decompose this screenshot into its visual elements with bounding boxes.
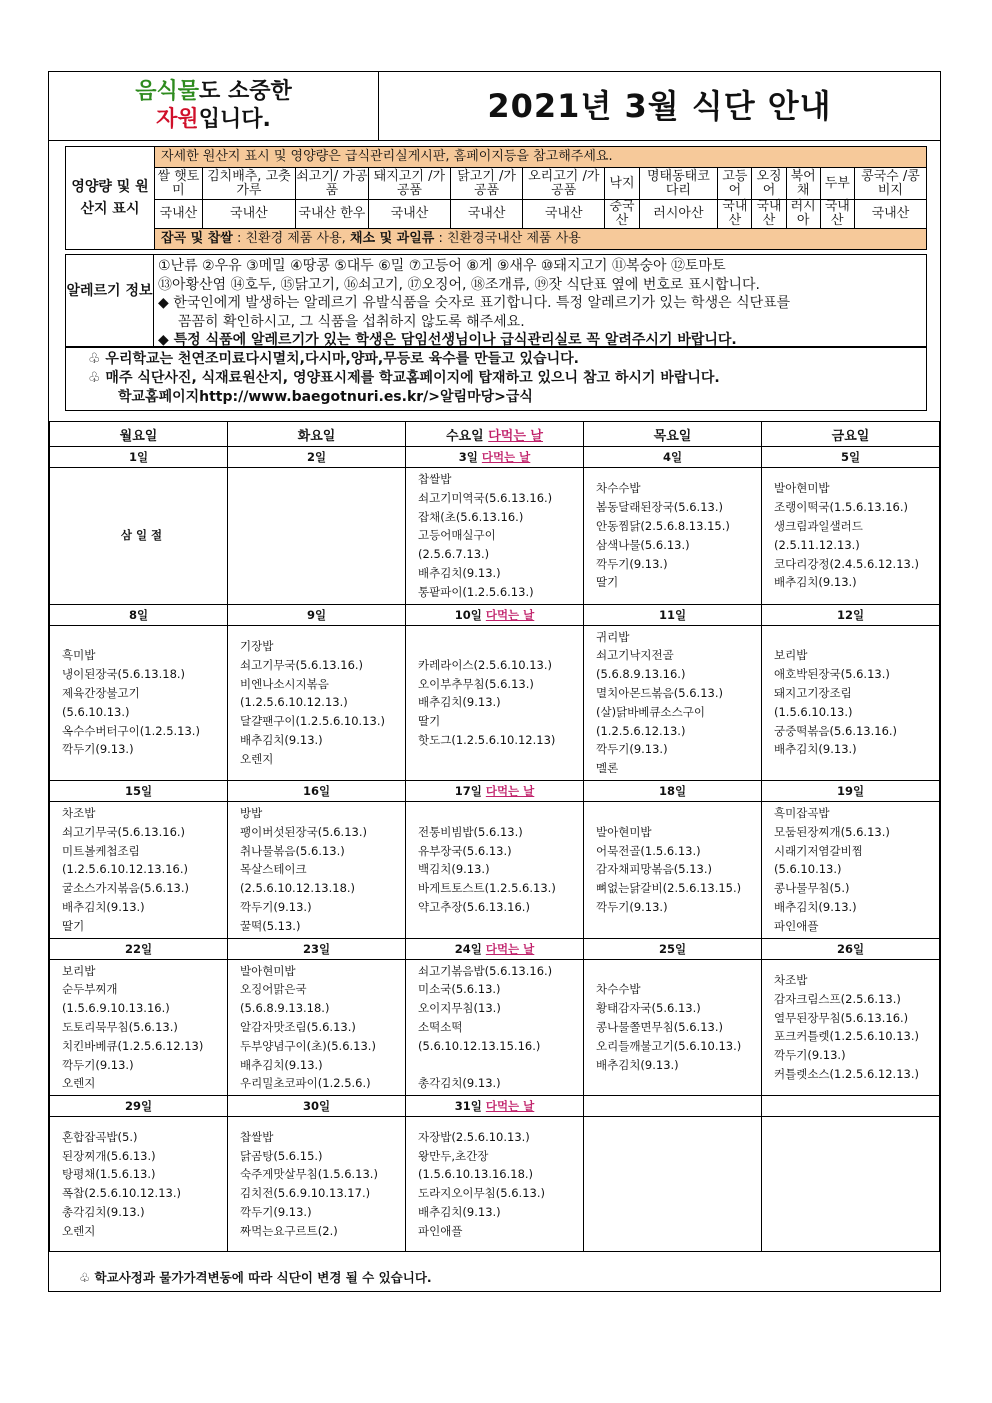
- menu-item: 안동찜닭(2.5.6.8.13.15.): [596, 518, 730, 533]
- menu-cell: [762, 468, 940, 605]
- menu-item: 발아현미밥: [596, 824, 652, 839]
- menu-item: 배추김치(9.13.): [240, 732, 323, 747]
- menu-item: 핫도그(1.2.5.6.10.12.13): [418, 732, 556, 747]
- day-number: [584, 447, 762, 468]
- menu-item: 깍두기(9.13.): [596, 899, 668, 914]
- origin-country: 국내산: [854, 200, 926, 229]
- slogan-green: 음식물: [135, 79, 200, 104]
- menu-item: 유부장국(5.6.13.): [418, 843, 512, 858]
- menu-item: 배추김치(9.13.): [240, 1057, 323, 1072]
- menu-item: 총각김치(9.13.): [62, 1204, 145, 1219]
- menu-item: 멜론: [596, 761, 619, 776]
- menu-item: 목살스테이크: [240, 862, 307, 877]
- slogan-text-2: 입니다.: [198, 107, 271, 132]
- day-label: 22일: [124, 941, 153, 956]
- origin-country: 국내산: [718, 200, 752, 229]
- day-number: [50, 1096, 228, 1117]
- day-label: 4일: [662, 450, 683, 464]
- weekday-row: [50, 422, 940, 447]
- day-label: 24일: [454, 941, 482, 956]
- menu-item: 발아현미밥: [240, 963, 296, 978]
- day-label: 16일: [302, 783, 331, 798]
- menu-item: 고등어매실구이: [418, 528, 496, 543]
- origin-country: 러시아산: [639, 200, 718, 229]
- origin-country: 러시아: [786, 200, 820, 229]
- menu-item: 쇠고기미역국(5.6.13.16.): [418, 490, 553, 505]
- notice-box: [65, 347, 927, 411]
- menu-cell: [584, 801, 762, 938]
- allergy-line: ◆ 특정 식품에 알레르기가 있는 학생은 담임선생님이나 급식관리실로 꼭 알려주시기 바랍니다.: [158, 332, 737, 348]
- menu-item: 찹쌀밥: [418, 472, 452, 486]
- menu-item: (2.5.6.7.13.): [418, 547, 490, 562]
- menu-cell: [228, 625, 406, 780]
- menu-item: 소떡소떡: [418, 1019, 463, 1034]
- menu-item: 방밥: [240, 805, 263, 820]
- day-label: 17일: [454, 783, 482, 798]
- weekday-header: [406, 422, 584, 447]
- menu-item: (1.5.6.9.10.13.16.): [62, 1001, 170, 1016]
- origin-item: 콩국수 /콩비지: [854, 168, 926, 200]
- menu-cell: [228, 959, 406, 1096]
- menu-item: 차수수밥: [596, 982, 641, 997]
- day-number: [584, 604, 762, 625]
- menu-item: 미소국(5.6.13.): [418, 982, 501, 997]
- allergy-line: 꼼꼼히 확인하시고, 그 식품을 섭취하지 않도록 해주세요.: [178, 313, 525, 330]
- origin-country: 국내산: [368, 200, 450, 229]
- menu-item: 기장밥: [240, 638, 274, 653]
- weekday-label: 월요일: [119, 428, 158, 444]
- menu-item: 팽이버섯된장국(5.6.13.): [240, 824, 367, 839]
- menu-item: 전통비빔밥(5.6.13.): [418, 824, 523, 839]
- menu-item: (5.6.10.12.13.15.16.): [418, 1038, 541, 1053]
- menu-item: 자장밥(2.5.6.10.13.): [418, 1129, 530, 1144]
- menu-cell: [228, 468, 406, 605]
- origin-item: 명태동태코 다리: [639, 168, 718, 200]
- menu-cell: [762, 625, 940, 780]
- menu-cell: [584, 625, 762, 780]
- menu-item: 치킨바베큐(1.2.5.6.12.13): [62, 1038, 204, 1053]
- menu-item: (1.5.6.10.13.): [774, 704, 853, 719]
- day-number: [406, 604, 584, 625]
- menu-item: 깍두기(9.13.): [62, 1057, 134, 1072]
- menu-item: 커틀렛소스(1.2.5.6.12.13.): [774, 1066, 919, 1081]
- menu-cell: [762, 959, 940, 1096]
- menu-item: 배추김치(9.13.): [774, 899, 857, 914]
- menu-item: 배추김치(9.13.): [418, 565, 501, 580]
- origin-footer-b-text: : 친환경국내산 제품 사용: [434, 231, 581, 246]
- day-row: [50, 447, 940, 468]
- menu-item: 보리밥: [774, 648, 808, 663]
- menu-item: 굴소스가지볶음(5.6.13.): [62, 881, 189, 896]
- allergy-line: ◆ 한국인에게 발생하는 알레르기 유발식품을 숫자로 표기합니다. 특정 알레르기가 있는 학생은 식단표를: [158, 295, 791, 311]
- origin-footer-b-bold: 채소 및 과일류: [349, 231, 435, 246]
- menu-item: (5.6.10.13.): [62, 704, 130, 719]
- day-number: [228, 604, 406, 625]
- notice-line: ♧ 매주 식단사진, 식재료원산지, 영양표시제를 학교홈페이지에 탑재하고 있으니 참고 하시기 바랍니다.: [88, 370, 720, 386]
- menu-item: 발아현미밥: [774, 481, 830, 496]
- origin-item: 낙지: [605, 168, 639, 200]
- origin-country: 국내산 한우: [295, 200, 368, 229]
- menu-item: 배추김치(9.13.): [418, 1204, 501, 1219]
- menu-item: 혼합잡곡밥(5.): [62, 1129, 138, 1144]
- day-label: 29일: [124, 1099, 153, 1114]
- origin-item: 두부: [820, 168, 854, 200]
- origin-item: 오리고기 /가공품: [523, 168, 605, 200]
- day-row: [50, 1096, 940, 1117]
- day-row: [50, 938, 940, 959]
- menu-item: 쇠고기무국(5.6.13.16.): [62, 824, 186, 839]
- day-number: [228, 780, 406, 801]
- menu-cell: [50, 801, 228, 938]
- no-leftover-label: 다먹는 날: [485, 1099, 535, 1114]
- day-label: 26일: [836, 941, 865, 956]
- slogan-text-1: 도 소중한: [199, 79, 292, 104]
- weekday-header: [584, 422, 762, 447]
- menu-item: 봄동달래된장국(5.6.13.): [596, 500, 723, 515]
- menu-item: 취나물볶음(5.6.13.): [240, 843, 345, 858]
- weekday-label: 수요일: [446, 428, 484, 444]
- day-number: [762, 447, 940, 468]
- day-number: [228, 938, 406, 959]
- menu-item: 딸기: [62, 918, 85, 933]
- menu-cell: [228, 801, 406, 938]
- menu-row: [50, 625, 940, 780]
- menu-item: 보리밥: [62, 963, 96, 978]
- menu-item: 깍두기(9.13.): [596, 556, 668, 571]
- header: [49, 72, 940, 141]
- origin-country: 국내산: [820, 200, 854, 229]
- day-number: [228, 1096, 406, 1117]
- menu-item: (5.6.10.13.): [774, 862, 842, 877]
- menu-item: 생크림과일샐러드: [774, 518, 863, 533]
- menu-item: 비엔나소시지볶음: [240, 676, 329, 691]
- weekday-header: [762, 422, 940, 447]
- day-label: 2일: [306, 450, 327, 464]
- menu-item: (2.5.6.10.12.13.18.): [240, 881, 356, 896]
- menu-item: 두부양념구이(초)(5.6.13.): [240, 1038, 376, 1053]
- menu-item: (1.2.5.6.12.13.): [596, 723, 686, 738]
- day-number: [50, 938, 228, 959]
- menu-item: 딸기: [418, 714, 441, 729]
- menu-cell: [584, 468, 762, 605]
- no-leftover-label: 다먹는 날: [485, 607, 535, 622]
- origin-item: 고등어: [718, 168, 752, 200]
- menu-cell: [584, 1117, 762, 1252]
- menu-item: 왕만두,초간장: [418, 1148, 489, 1163]
- origin-footer: [155, 229, 927, 250]
- menu-item: 오렌지: [62, 1223, 96, 1238]
- origin-item: 쌀 햇토미: [155, 168, 203, 200]
- day-label: 18일: [658, 783, 687, 798]
- menu-item: (5.6.8.9.13.18.): [240, 1001, 330, 1016]
- menu-item: 제육간장불고기: [62, 685, 140, 700]
- menu-cell: [228, 1117, 406, 1252]
- day-label: 3일: [458, 450, 478, 464]
- day-label: 15일: [124, 783, 153, 798]
- menu-item: 멸치아몬드볶음(5.6.13.): [596, 685, 723, 700]
- menu-item: 깍두기(9.13.): [240, 899, 312, 914]
- menu-item: 짜먹는요구르트(2.): [240, 1223, 338, 1238]
- menu-cell: [406, 801, 584, 938]
- origin-label: 영양량 및 원산지 표시: [66, 147, 155, 250]
- slogan: [49, 72, 379, 140]
- origin-countries-row: [66, 200, 927, 229]
- menu-item: 감자채피망볶음(5.13.): [596, 862, 712, 877]
- menu-item: 차수수밥: [596, 481, 641, 496]
- origin-item: 닭고기 /가공품: [451, 168, 523, 200]
- menu-cell: [50, 468, 228, 605]
- menu-item: 총각김치(9.13.): [418, 1076, 501, 1091]
- day-row: [50, 780, 940, 801]
- menu-item: 바게트토스트(1.2.5.6.13.): [418, 881, 556, 896]
- menu-item: 오이부추무침(5.6.13.): [418, 676, 534, 691]
- menu-cell: [50, 1117, 228, 1252]
- day-label: 10일: [454, 607, 482, 622]
- origin-items-row: [66, 168, 927, 200]
- origin-note: 자세한 원산지 표시 및 영양량은 급식관리실게시판, 홈페이지등을 참고해주세요.: [155, 147, 927, 168]
- menu-item: 닭곰탕(5.6.15.): [240, 1148, 323, 1163]
- holiday-label: 삼 일 절: [120, 528, 163, 543]
- day-label: 5일: [840, 450, 861, 464]
- menu-item: 깍두기(9.13.): [774, 1048, 846, 1063]
- menu-item: 황태감자국(5.6.13.): [596, 1001, 701, 1016]
- menu-item: 조랭이떡국(1.5.6.13.16.): [774, 500, 909, 515]
- menu-row: [50, 1117, 940, 1252]
- menu-item: 된장찌개(5.6.13.): [62, 1148, 156, 1163]
- allergy-line: ⑬아황산염 ⑭호두, ⑮닭고기, ⑯쇠고기, ⑰오징어, ⑱조개류, ⑲잣 식단표 옆에 번호로 표시합니다.: [158, 276, 760, 293]
- menu-item: 숙주게맛살무침(1.5.6.13.): [240, 1167, 378, 1182]
- allergy-text: [158, 257, 923, 350]
- menu-item: 뼈없는닭갈비(2.5.6.13.15.): [596, 881, 742, 896]
- menu-item: 파인애플: [774, 918, 819, 933]
- allergy-box: [65, 254, 927, 347]
- day-label: 1일: [128, 450, 149, 464]
- menu-item: (5.6.8.9.13.16.): [596, 667, 686, 682]
- menu-item: 코다리강정(2.4.5.6.12.13.): [774, 556, 919, 571]
- menu-item: 깍두기(9.13.): [596, 742, 668, 757]
- day-number: [762, 1096, 940, 1117]
- menu-item: 우리밀초코파이(1.2.5.6.): [240, 1076, 371, 1091]
- menu-item: 배추김치(9.13.): [774, 575, 857, 590]
- origin-country: 국내산: [451, 200, 523, 229]
- menu-item: 김치전(5.6.9.10.13.17.): [240, 1186, 371, 1201]
- origin-country: 중국산: [605, 200, 639, 229]
- origin-table: [65, 146, 927, 250]
- menu-cell: [406, 468, 584, 605]
- menu-item: 깍두기(9.13.): [62, 742, 134, 757]
- allergy-label: 알레르기 정보: [66, 255, 154, 346]
- menu-item: 꿀떡(5.13.): [240, 918, 301, 933]
- footer-note: ♧ 학교사정과 물가가격변동에 따라 식단이 변경 될 수 있습니다.: [79, 1270, 432, 1285]
- origin-country: 국내산: [523, 200, 605, 229]
- menu-item: 도라지오이무침(5.6.13.): [418, 1186, 545, 1201]
- menu-cell: [50, 625, 228, 780]
- notice-line: ♧ 우리학교는 천연조미료다시멸치,다시마,양파,무등로 육수를 만들고 있습니다.: [88, 351, 579, 367]
- menu-item: 탕평채(1.5.6.13.): [62, 1167, 156, 1182]
- menu-item: 열무된장무침(5.6.13.16.): [774, 1010, 909, 1025]
- day-number: [50, 780, 228, 801]
- day-label: 25일: [658, 941, 687, 956]
- menu-item: 오이지무침(13.): [418, 1001, 501, 1016]
- day-number: [50, 447, 228, 468]
- day-label: 12일: [836, 607, 865, 622]
- weekday-label: 목요일: [653, 428, 692, 444]
- menu-item: 폭찹(2.5.6.10.12.13.): [62, 1186, 181, 1201]
- menu-cell: [406, 959, 584, 1096]
- menu-item: 오렌지: [240, 751, 274, 766]
- day-number: [584, 938, 762, 959]
- day-number: [762, 938, 940, 959]
- menu-item: 백김치(9.13.): [418, 862, 490, 877]
- day-number: [762, 604, 940, 625]
- menu-item: 파인애플: [418, 1223, 463, 1238]
- allergy-line: ①난류 ②우유 ③메밀 ④땅콩 ⑤대두 ⑥밀 ⑦고등어 ⑧게 ⑨새우 ⑩돼지고기 ⑪복숭아 ⑫토마토: [158, 258, 726, 274]
- no-leftover-label: 다먹는 날: [481, 450, 531, 464]
- day-number: [406, 780, 584, 801]
- weekday-label: 금요일: [831, 428, 870, 444]
- menu-item: 딸기: [596, 575, 619, 590]
- day-label: 23일: [302, 941, 331, 956]
- menu-item: 냉이된장국(5.6.13.18.): [62, 667, 186, 682]
- menu-item: 약고추장(5.6.13.16.): [418, 899, 530, 914]
- menu-table: [49, 421, 940, 1252]
- menu-item: 돼지고기장조림: [774, 685, 852, 700]
- menu-item: 카레라이스(2.5.6.10.13.): [418, 657, 553, 672]
- day-number: [228, 447, 406, 468]
- page-frame: [48, 71, 941, 1292]
- menu-row: [50, 801, 940, 938]
- day-label: 30일: [302, 1099, 331, 1114]
- menu-cell: [406, 625, 584, 780]
- menu-item: 콩나물무침(5.): [774, 881, 850, 896]
- notice-link[interactable]: 학교홈페이지http://www.baegotnuri.es.kr/>알림마당>급식: [118, 389, 533, 405]
- menu-item: 흑미잡곡밥: [774, 805, 830, 820]
- weekday-header: [50, 422, 228, 447]
- origin-footer-a-text: : 친환경 제품 사용,: [232, 231, 350, 246]
- menu-item: 흑미밥: [62, 648, 96, 663]
- menu-item: 오렌지: [62, 1076, 96, 1091]
- day-row: [50, 604, 940, 625]
- menu-item: 궁중떡볶음(5.6.13.16.): [774, 723, 898, 738]
- menu-cell: [762, 801, 940, 938]
- origin-country: 국내산: [202, 200, 295, 229]
- menu-item: 모둠된장찌개(5.6.13.): [774, 824, 890, 839]
- menu-item: 쇠고기무국(5.6.13.16.): [240, 657, 364, 672]
- day-label: 11일: [658, 607, 687, 622]
- menu-item: 달걀팬구이(1.2.5.6.10.13.): [240, 714, 385, 729]
- menu-item: 찹쌀밥: [240, 1129, 274, 1144]
- menu-item: 차조밥: [774, 972, 808, 987]
- menu-item: 통팥파이(1.2.5.6.13.): [418, 584, 534, 599]
- menu-item: 포크커틀렛(1.2.5.6.10.13.): [774, 1029, 919, 1044]
- no-leftover-label: 다먹는 날: [488, 428, 543, 444]
- no-leftover-label: 다먹는 날: [485, 941, 535, 956]
- menu-item: (1.2.5.6.10.12.13.): [240, 695, 348, 710]
- menu-item: 차조밥: [62, 805, 96, 820]
- menu-item: 콩나물쫄면무침(5.6.13.): [596, 1019, 723, 1034]
- origin-item: 돼지고기 /가공품: [368, 168, 450, 200]
- menu-cell: [406, 1117, 584, 1252]
- menu-item: 오징어맑은국: [240, 982, 307, 997]
- day-number: [50, 604, 228, 625]
- day-label: 19일: [836, 783, 865, 798]
- menu-item: 어묵전골(1.5.6.13.): [596, 843, 701, 858]
- day-label: 9일: [306, 607, 327, 622]
- menu-item: 알감자맛조림(5.6.13.): [240, 1019, 356, 1034]
- menu-row: [50, 959, 940, 1096]
- origin-footer-a-bold: 잡곡 및 찹쌀: [161, 231, 233, 246]
- origin-country: 국내산: [752, 200, 786, 229]
- menu-cell: [584, 959, 762, 1096]
- menu-cell: [50, 959, 228, 1096]
- menu-item: 미트볼케첩조림: [62, 843, 140, 858]
- origin-item: 김치배추, 고춧가루: [202, 168, 295, 200]
- menu-item: 삼색나물(5.6.13.): [596, 537, 690, 552]
- menu-cell: [762, 1117, 940, 1252]
- menu-item: 배추김치(9.13.): [418, 695, 501, 710]
- menu-item: 도토리묵무침(5.6.13.): [62, 1019, 178, 1034]
- day-number: [762, 780, 940, 801]
- slogan-red: 자원: [156, 107, 199, 132]
- menu-item: 깍두기(9.13.): [240, 1204, 312, 1219]
- day-number: [406, 447, 584, 468]
- day-label: 8일: [128, 607, 149, 622]
- menu-item: 순두부찌개: [62, 982, 118, 997]
- origin-item: 쇠고기/ 가공품: [296, 168, 368, 198]
- menu-item: 감자크림스프(2.5.6.13.): [774, 991, 901, 1006]
- menu-item: (살)닭바베큐소스구이: [596, 704, 705, 719]
- day-number: [406, 938, 584, 959]
- menu-item: 애호박된장국(5.6.13.): [774, 667, 890, 682]
- menu-item: 옥수수버터구이(1.2.5.13.): [62, 723, 200, 738]
- weekday-label: 화요일: [297, 428, 336, 444]
- menu-item: 시래기저염갈비찜: [774, 843, 863, 858]
- origin-item: 북어채: [786, 168, 820, 200]
- menu-item: (2.5.11.12.13.): [774, 537, 860, 552]
- page-title: 2021년 3월 식단 안내: [487, 87, 832, 125]
- menu-item: 쇠고기낙지전골: [596, 648, 674, 663]
- menu-item: 배추김치(9.13.): [62, 899, 145, 914]
- menu-item: [418, 1056, 577, 1075]
- origin-item: 오징어: [752, 168, 786, 200]
- origin-country: 국내산: [155, 200, 203, 229]
- menu-item: 잡채(초(5.6.13.16.): [418, 509, 524, 524]
- menu-item: 배추김치(9.13.): [596, 1057, 679, 1072]
- menu-item: 귀리밥: [596, 629, 630, 644]
- menu-item: 쇠고기볶음밥(5.6.13.16.): [418, 963, 553, 978]
- no-leftover-label: 다먹는 날: [485, 783, 535, 798]
- menu-row: [50, 468, 940, 605]
- day-number: [584, 1096, 762, 1117]
- day-label: 31일: [454, 1099, 482, 1114]
- day-number: [584, 780, 762, 801]
- day-number: [406, 1096, 584, 1117]
- menu-item: 오리들깨불고기(5.6.10.13.): [596, 1038, 742, 1053]
- menu-item: (1.2.5.6.10.12.13.16.): [62, 862, 189, 877]
- menu-item: 배추김치(9.13.): [774, 742, 857, 757]
- menu-item: (1.5.6.10.13.16.18.): [418, 1167, 534, 1182]
- weekday-header: [228, 422, 406, 447]
